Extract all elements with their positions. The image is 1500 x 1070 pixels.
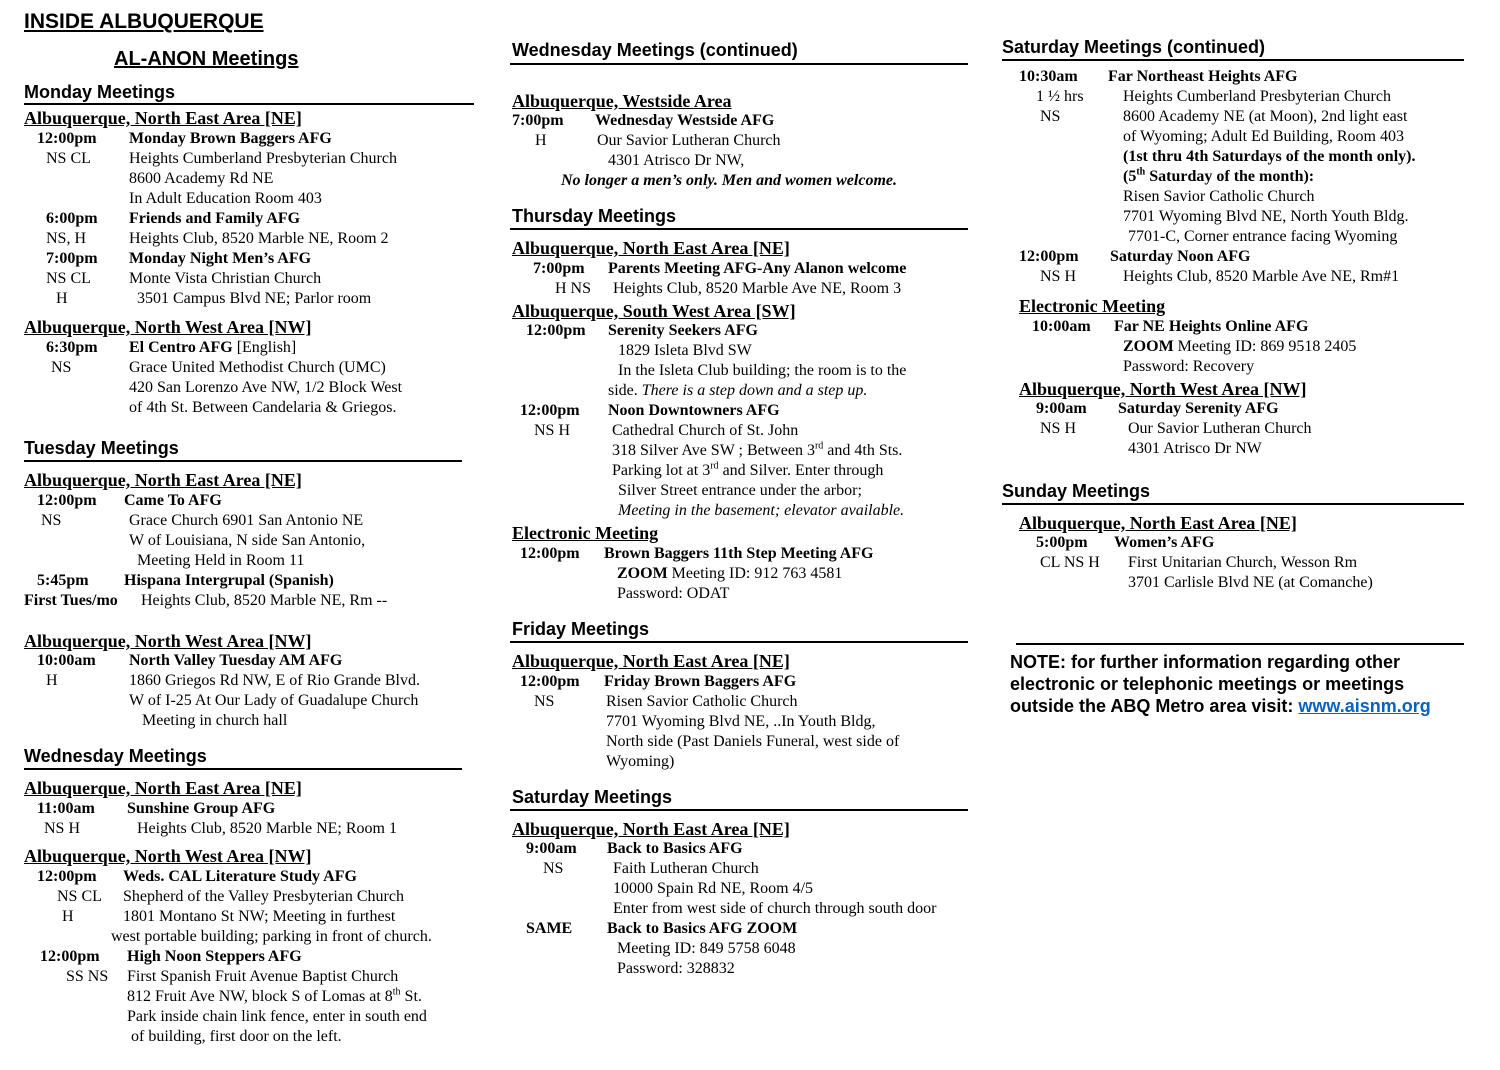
area-heading: Albuquerque, North East Area [NE] <box>24 778 302 798</box>
area-heading: Electronic Meeting <box>1019 296 1166 316</box>
meeting-name: Women’s AFG <box>1114 534 1215 551</box>
divider <box>24 460 462 462</box>
meeting-name: Hispana Intergrupal (Spanish) <box>124 572 334 589</box>
meeting-codes: NS <box>51 359 72 376</box>
meeting-time: 12:00pm <box>37 868 97 885</box>
meeting-time: 12:00pm <box>1019 248 1079 265</box>
meeting-codes: H <box>56 290 68 307</box>
note-line: outside the ABQ Metro area visit: www.aisnm.org <box>1010 696 1431 716</box>
divider <box>1002 59 1464 61</box>
meeting-location: Heights Cumberland Presbyterian Church <box>129 150 397 167</box>
meeting-note: (1st thru 4th Saturdays of the month only). <box>1123 148 1416 165</box>
meeting-name: Weds. CAL Literature Study AFG <box>123 868 357 885</box>
tuesday-heading: Tuesday Meetings <box>24 438 179 458</box>
meeting-time: 12:00pm <box>520 673 580 690</box>
friday-heading: Friday Meetings <box>512 619 650 639</box>
meeting-time: 12:00pm <box>526 322 586 339</box>
divider <box>1016 643 1464 645</box>
meeting-time: 12:00pm <box>520 402 580 419</box>
meeting-codes: H NS <box>555 280 592 297</box>
meeting-name: Serenity Seekers AFG <box>608 322 758 339</box>
meeting-codes: H <box>535 132 547 149</box>
meeting-codes: NS CL <box>46 270 91 287</box>
area-heading: Albuquerque, North East Area [NE] <box>512 651 790 671</box>
meeting-codes: NS <box>41 512 62 529</box>
divider <box>510 641 968 643</box>
meeting-time: 9:00am <box>526 840 577 857</box>
sunday-heading: Sunday Meetings <box>1002 481 1151 501</box>
meeting-location: 420 San Lorenzo Ave NW, 1/2 Block West <box>129 379 403 396</box>
monday-heading: Monday Meetings <box>24 82 176 102</box>
meeting-time: 6:00pm <box>46 210 98 227</box>
meeting-location: Cathedral Church of St. John <box>612 422 799 439</box>
meeting-zoom-info: Meeting ID: 849 5758 6048 <box>617 940 796 957</box>
area-heading: Albuquerque, North West Area [NW] <box>24 631 312 651</box>
note-line: NOTE: for further information regarding other <box>1010 652 1400 672</box>
area-heading: Albuquerque, North East Area [NE] <box>512 819 790 839</box>
meeting-location: Heights Club, 8520 Marble Ave NE, Room 3 <box>613 280 902 297</box>
meeting-codes: NS H <box>1040 268 1077 285</box>
wednesday-continued-heading: Wednesday Meetings (continued) <box>512 40 798 60</box>
meeting-location: 7701-C, Corner entrance facing Wyoming <box>1128 228 1398 245</box>
meeting-name: Back to Basics AFG ZOOM <box>607 920 798 937</box>
saturday-heading: Saturday Meetings <box>512 787 673 807</box>
meeting-codes: SS NS <box>66 968 109 985</box>
meeting-codes: NS <box>1040 108 1061 125</box>
page-title: INSIDE ALBUQUERQUE <box>24 10 264 33</box>
area-heading: Albuquerque, North West Area [NW] <box>24 846 312 866</box>
saturday-continued-heading: Saturday Meetings (continued) <box>1002 37 1266 57</box>
divider <box>510 228 968 230</box>
meeting-name: Saturday Serenity AFG <box>1118 400 1279 417</box>
meeting-location: 3701 Carlisle Blvd NE (at Comanche) <box>1128 574 1373 591</box>
divider <box>510 809 968 811</box>
divider <box>510 63 968 65</box>
meeting-time: 10:30am <box>1019 68 1078 85</box>
meeting-location: 8600 Academy NE (at Moon), 2nd light east <box>1123 108 1408 125</box>
divider <box>1002 503 1464 505</box>
meeting-time: 5:45pm <box>37 572 89 589</box>
meeting-time: 11:00am <box>37 800 95 817</box>
area-heading: Electronic Meeting <box>512 523 659 543</box>
meeting-password: Password: Recovery <box>1123 358 1255 375</box>
meeting-name: Monday Night Men’s AFG <box>129 250 312 267</box>
meeting-location: 3501 Campus Blvd NE; Parlor room <box>137 290 372 307</box>
area-heading: Albuquerque, North West Area [NW] <box>24 317 312 337</box>
meeting-name: Saturday Noon AFG <box>1110 248 1251 265</box>
meeting-location: west portable building; parking in front of church. <box>111 928 432 945</box>
divider <box>24 103 474 105</box>
meeting-name: Wednesday Westside AFG <box>595 112 775 129</box>
divider <box>24 768 462 770</box>
meeting-name: Came To AFG <box>124 492 222 509</box>
meeting-codes: H <box>62 908 74 925</box>
meeting-location: 8600 Academy Rd NE <box>129 170 274 187</box>
meeting-location: Monte Vista Christian Church <box>129 270 322 287</box>
meeting-password: Password: 328832 <box>617 960 735 977</box>
area-heading: Albuquerque, North East Area [NE] <box>24 470 302 490</box>
meeting-location: 1829 Isleta Blvd SW <box>618 342 752 359</box>
meeting-location: Heights Cumberland Presbyterian Church <box>1123 88 1391 105</box>
meeting-time: 9:00am <box>1036 400 1087 417</box>
meeting-name: Brown Baggers 11th Step Meeting AFG <box>604 545 874 562</box>
meeting-duration: 1 ½ hrs <box>1036 88 1084 105</box>
meeting-codes: NS <box>534 693 555 710</box>
meeting-location: Risen Savior Catholic Church <box>1123 188 1315 205</box>
meeting-time: 12:00pm <box>520 545 580 562</box>
area-heading: Albuquerque, North West Area [NW] <box>1019 379 1307 399</box>
meeting-time: 7:00pm <box>533 260 585 277</box>
meeting-location: Shepherd of the Valley Presbyterian Church <box>123 888 404 905</box>
meeting-location: First Unitarian Church, Wesson Rm <box>1128 554 1358 571</box>
area-heading: Albuquerque, Westside Area <box>512 91 732 111</box>
meeting-location: 4301 Atrisco Dr NW, <box>608 152 745 169</box>
meeting-location: Enter from west side of church through south door <box>613 900 937 917</box>
note-line: electronic or telephonic meetings or meetings <box>1010 674 1405 694</box>
meeting-location: of building, first door on the left. <box>131 1028 342 1045</box>
meeting-location: Our Savior Lutheran Church <box>1128 420 1312 437</box>
meeting-password: Password: ODAT <box>617 585 730 602</box>
meeting-location: 1801 Montano St NW; Meeting in furthest <box>123 908 396 925</box>
meeting-codes: H <box>46 672 58 689</box>
meeting-name: El Centro AFG [English] <box>129 339 297 356</box>
meeting-location: Heights Club, 8520 Marble NE, Rm -- <box>141 592 388 609</box>
meeting-location: Our Savior Lutheran Church <box>597 132 781 149</box>
meeting-name: Back to Basics AFG <box>607 840 743 857</box>
meeting-time: 6:30pm <box>46 339 98 356</box>
page-subtitle: AL-ANON Meetings <box>114 48 299 70</box>
meeting-location: Parking lot at 3rd and Silver. Enter through <box>612 460 884 479</box>
meeting-note: No longer a men’s only. Men and women welcome. <box>561 172 897 189</box>
meeting-time: 12:00pm <box>37 492 97 509</box>
meeting-name: Parents Meeting AFG-Any Alanon welcome <box>608 260 907 277</box>
meeting-location: side. There is a step down and a step up. <box>608 382 868 399</box>
meeting-codes: NS CL <box>57 888 102 905</box>
meeting-location: 812 Fruit Ave NW, block S of Lomas at 8th St. <box>127 986 422 1005</box>
meeting-location: 7701 Wyoming Blvd NE, North Youth Bldg. <box>1123 208 1409 225</box>
meeting-time: 7:00pm <box>46 250 98 267</box>
meeting-location: First Spanish Fruit Avenue Baptist Church <box>127 968 399 985</box>
meeting-time: 10:00am <box>37 652 96 669</box>
meeting-note: Meeting in the basement; elevator available. <box>618 502 905 519</box>
meeting-location: W of I-25 At Our Lady of Guadalupe Church <box>129 692 419 709</box>
meeting-time: 10:00am <box>1032 318 1091 335</box>
meeting-location: In Adult Education Room 403 <box>129 190 322 207</box>
meeting-name: High Noon Steppers AFG <box>127 948 302 965</box>
area-heading: Albuquerque, South West Area [SW] <box>512 301 796 321</box>
meeting-location: 10000 Spain Rd NE, Room 4/5 <box>613 880 814 897</box>
meeting-location: Faith Lutheran Church <box>613 860 759 877</box>
meeting-name: Far Northeast Heights AFG <box>1108 68 1298 85</box>
meeting-codes: NS, H <box>46 230 87 247</box>
meeting-name: Noon Downtowners AFG <box>608 402 780 419</box>
meeting-location: Heights Club, 8520 Marble Ave NE, Rm#1 <box>1123 268 1400 285</box>
meeting-time: 12:00pm <box>40 948 100 965</box>
meeting-location: Meeting Held in Room 11 <box>137 552 305 569</box>
meeting-name: Far NE Heights Online AFG <box>1114 318 1309 335</box>
meeting-name: Friday Brown Baggers AFG <box>604 673 797 690</box>
meeting-location: In the Isleta Club building; the room is to the <box>618 362 907 379</box>
meeting-codes: NS <box>543 860 564 877</box>
meeting-codes: First Tues/mo <box>24 592 118 609</box>
area-heading: Albuquerque, North East Area [NE] <box>24 108 302 128</box>
meeting-zoom-info: ZOOM Meeting ID: 912 763 4581 <box>617 565 843 582</box>
meeting-name: North Valley Tuesday AM AFG <box>129 652 343 669</box>
meeting-location: of Wyoming; Adult Ed Building, Room 403 <box>1123 128 1404 145</box>
meeting-codes: NS H <box>534 422 571 439</box>
thursday-heading: Thursday Meetings <box>512 206 677 226</box>
meeting-location: Risen Savior Catholic Church <box>606 693 798 710</box>
meeting-codes: NS CL <box>46 150 91 167</box>
meeting-location: Silver Street entrance under the arbor; <box>618 482 862 499</box>
meeting-time: SAME <box>526 920 573 937</box>
meeting-location: Grace Church 6901 San Antonio NE <box>129 512 364 529</box>
area-heading: Albuquerque, North East Area [NE] <box>1019 513 1297 533</box>
meeting-note: (5th Saturday of the month): <box>1123 166 1315 185</box>
meeting-time: 12:00pm <box>37 130 97 147</box>
meeting-location: Meeting in church hall <box>142 712 288 729</box>
aisnm-link[interactable]: www.aisnm.org <box>1298 696 1431 716</box>
meeting-location: Heights Club, 8520 Marble NE, Room 2 <box>129 230 389 247</box>
meeting-codes: NS H <box>44 820 81 837</box>
meeting-time: 5:00pm <box>1036 534 1088 551</box>
meeting-location: Wyoming) <box>606 753 675 770</box>
meeting-location: 318 Silver Ave SW ; Between 3rd and 4th Sts. <box>612 440 903 459</box>
meeting-location: 1860 Griegos Rd NW, E of Rio Grande Blvd. <box>129 672 420 689</box>
meeting-location: Park inside chain link fence, enter in south end <box>127 1008 427 1025</box>
meeting-location: 4301 Atrisco Dr NW <box>1128 440 1262 457</box>
meeting-location: Heights Club, 8520 Marble NE; Room 1 <box>137 820 397 837</box>
wednesday-heading: Wednesday Meetings <box>24 746 207 766</box>
meeting-location: 7701 Wyoming Blvd NE, ..In Youth Bldg, <box>606 713 876 730</box>
meeting-name: Monday Brown Baggers AFG <box>129 130 332 147</box>
meeting-location: North side (Past Daniels Funeral, west side of <box>606 733 900 750</box>
meeting-codes: CL NS H <box>1040 554 1100 571</box>
meeting-name: Friends and Family AFG <box>129 210 301 227</box>
meeting-location: of 4th St. Between Candelaria & Griegos. <box>129 399 397 416</box>
meeting-codes: NS H <box>1040 420 1077 437</box>
meeting-location: Grace United Methodist Church (UMC) <box>129 359 386 376</box>
meeting-name: Sunshine Group AFG <box>127 800 276 817</box>
meeting-zoom-info: ZOOM Meeting ID: 869 9518 2405 <box>1123 338 1357 355</box>
meeting-time: 7:00pm <box>512 112 564 129</box>
area-heading: Albuquerque, North East Area [NE] <box>512 238 790 258</box>
meeting-location: W of Louisiana, N side San Antonio, <box>129 532 366 549</box>
